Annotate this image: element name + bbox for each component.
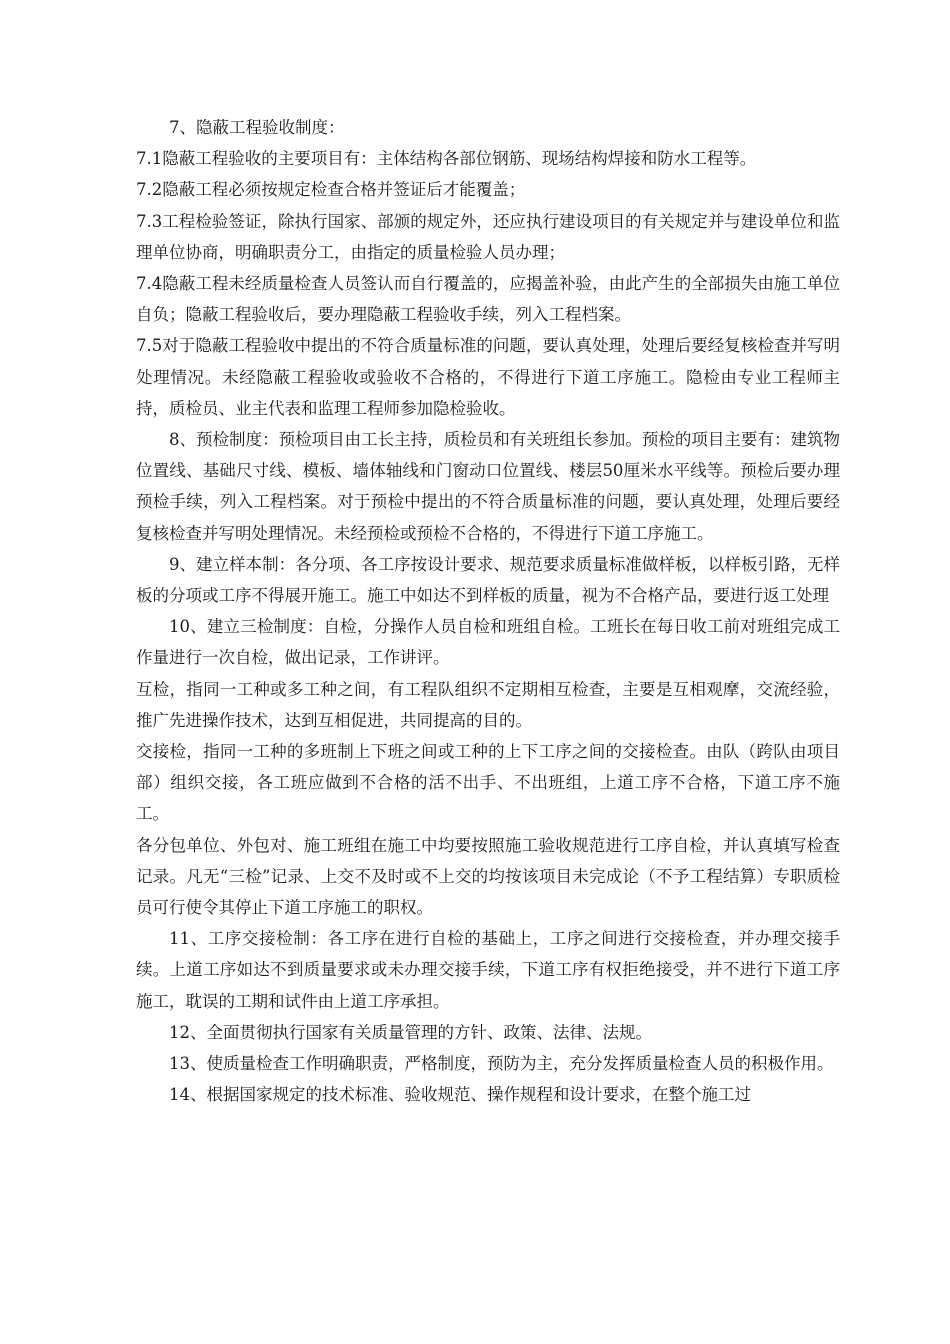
document-page: [136, 112, 840, 1111]
paragraph-item-13: 13、使质量检查工作明确职责，严格制度，预防为主，充分发挥质量检查人员的积极作用。: [169, 1054, 834, 1074]
paragraph-item-7-3: 7.3工程检验签证，除执行国家、部颁的规定外，还应执行建设项目的有关规定并与建设单位和监理单位协商，明确职责分工，由指定的质量检验人员办理；: [136, 211, 840, 262]
paragraph-item-10: 10、建立三检制度：自检，分操作人员自检和班组自检。工班长在每日收工前对班组完成工作量进行一次自检，做出记录，工作讲评。: [136, 617, 840, 668]
paragraph-handover-check: 交接检，指同一工种的多班制上下班之间或工种的上下工序之间的交接检查。由队（跨队由项目部）组织交接，各工班应做到不合格的活不出手、不出班组，上道工序不合格，下道工序不施工。: [136, 742, 840, 824]
paragraph-item-9: 9、建立样本制：各分项、各工序按设计要求、规范要求质量标准做样板，以样板引路，无样板的分项或工序不得展开施工。施工中如达不到样板的质量，视为不合格产品，要进行返工处理: [136, 554, 840, 606]
paragraph-mutual-check: 互检，指同一工种或多工种之间，有工程队组织不定期相互检查，主要是互相观摩，交流经验，推广先进操作技术，达到互相促进，共同提高的目的。: [136, 679, 840, 730]
paragraph-item-8: 8、预检制度：预检项目由工长主持，质检员和有关班组长参加。预检的项目主要有：建筑物位置线、基础尺寸线、模板、墙体轴线和门窗动口位置线、楼层50厘米水平线等。预检后要办理预检手续，列入工程档案。对于预检中提出的不符合质量标准的问题，要认真处理，处理后要经复核检查并写明处理情况。未经预检或预检不合格的，不得进行下道工序施工。: [136, 430, 840, 543]
paragraph-subcontractor-check: 各分包单位、外包对、施工班组在施工中均要按照施工验收规范进行工序自检，并认真填写检查记录。凡无“三检”记录、上交不及时或不上交的均按该项目未完成论（不予工程结算）专职质检员可行使令其停止下道工序施工的职权。: [136, 835, 840, 918]
paragraph-item-12: 12、全面贯彻执行国家有关质量管理的方针、政策、法律、法规。: [169, 1022, 652, 1042]
paragraph-item-7-2: 7.2隐蔽工程必须按规定检查合格并签证后才能覆盖；: [136, 180, 526, 200]
paragraph-item-7-4: 7.4隐蔽工程未经质量检查人员签认而自行覆盖的，应揭盖补验，由此产生的全部损失由施工单位自负；隐蔽工程验收后，要办理隐蔽工程验收手续，列入工程档案。: [136, 274, 840, 325]
paragraph-item-14: 14、根据国家规定的技术标准、验收规范、操作规程和设计要求，在整个施工过: [169, 1085, 751, 1105]
paragraph-item-7-heading: 7、隐蔽工程验收制度：: [169, 118, 345, 137]
paragraph-item-7-5: 7.5对于隐蔽工程验收中提出的不符合质量标准的问题，要认真处理，处理后要经复核检查并写明处理情况。未经隐蔽工程验收或验收不合格的，不得进行下道工序施工。隐检由专业工程师主持，质检员、业主代表和监理工程师参加隐检验收。: [136, 336, 840, 418]
paragraph-item-11: 11、工序交接检制：各工序在进行自检的基础上，工序之间进行交接检查，并办理交接手续。上道工序如达不到质量要求或未办理交接手续，下道工序有权拒绝接受，并不进行下道工序施工，耽误的工期和试件由上道工序承担。: [136, 929, 840, 1011]
paragraph-item-7-1: 7.1隐蔽工程验收的主要项目有：主体结构各部位钢筋、现场结构焊接和防水工程等。: [136, 149, 757, 169]
